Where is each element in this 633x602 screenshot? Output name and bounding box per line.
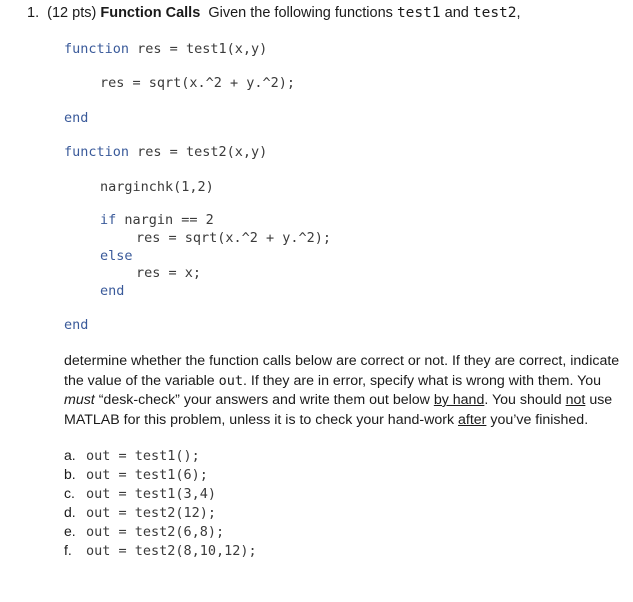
code-line-f2-if (100, 212, 214, 228)
code-line-f2-else-body: res = x; (136, 265, 202, 281)
question-header (27, 5, 521, 21)
call-code: out = test1(3,4) (86, 486, 217, 502)
instructions-part-5: use MATLAB for this problem, unless it is to check your hand-work (64, 392, 613, 428)
header-comma: , (516, 5, 521, 21)
call-code: out = test1(6); (86, 467, 208, 483)
list-letter: c. (64, 485, 75, 501)
f1-function-keyword: function (64, 41, 130, 57)
code-line-f2-else: else (100, 248, 133, 264)
call-code: out = test2(12); (86, 505, 217, 521)
and-word: and (444, 5, 469, 21)
list-item (64, 447, 200, 464)
question-points: (12 pts) (47, 5, 97, 21)
f2-signature: res = test2(x,y) (137, 144, 268, 160)
emphasis-after: after (458, 411, 487, 428)
code-line-f2-signature (64, 144, 267, 160)
list-item (64, 542, 257, 559)
f2-if-condition: nargin == 2 (124, 212, 214, 228)
code-line-f2-end: end (64, 317, 89, 333)
code-line-f1-signature (64, 41, 267, 57)
list-letter: b. (64, 466, 76, 482)
call-code: out = test2(8,10,12); (86, 543, 257, 559)
fn1-reference: test1 (396, 5, 441, 21)
question-number: 1. (27, 5, 40, 21)
list-item (64, 485, 216, 502)
instructions-part-1: determine whether the function calls below are correct or not. If they are correct, indicate the value of the variable (64, 353, 620, 389)
fn2-reference: test2 (472, 5, 517, 21)
code-line-f2-if-body: res = sqrt(x.^2 + y.^2); (136, 230, 332, 246)
question-title: Function Calls (100, 5, 201, 21)
list-letter: e. (64, 523, 76, 539)
call-code: out = test1(); (86, 448, 200, 464)
instructions-paragraph (64, 352, 624, 430)
f2-function-keyword: function (64, 144, 130, 160)
emphasis-must: must (64, 392, 95, 408)
list-letter: f. (64, 542, 72, 558)
instructions-part-2: . If they are in error, specify what is wrong with them. You (243, 372, 602, 389)
list-item (64, 523, 224, 540)
instructions-part-4: . You should (484, 392, 562, 408)
list-item (64, 466, 208, 483)
instructions-part-6: you’ve finished. (490, 411, 589, 428)
code-line-f1-body: res = sqrt(x.^2 + y.^2); (100, 75, 296, 91)
call-code: out = test2(6,8); (86, 524, 225, 540)
var-out: out (218, 372, 243, 389)
list-item (64, 504, 216, 521)
code-line-f1-end: end (64, 110, 89, 126)
f1-signature: res = test1(x,y) (137, 41, 268, 57)
emphasis-not: not (565, 392, 586, 408)
list-letter: d. (64, 504, 76, 520)
instructions-part-3: “desk-check” your answers and write them out below (98, 392, 430, 408)
code-line-f2-narginchk: narginchk(1,2) (100, 179, 214, 195)
question-intro: Given the following functions (208, 5, 393, 21)
emphasis-by-hand: by hand (433, 392, 485, 408)
code-line-f2-inner-end: end (100, 283, 125, 299)
list-letter: a. (64, 447, 76, 463)
f2-if-keyword: if (100, 212, 117, 228)
